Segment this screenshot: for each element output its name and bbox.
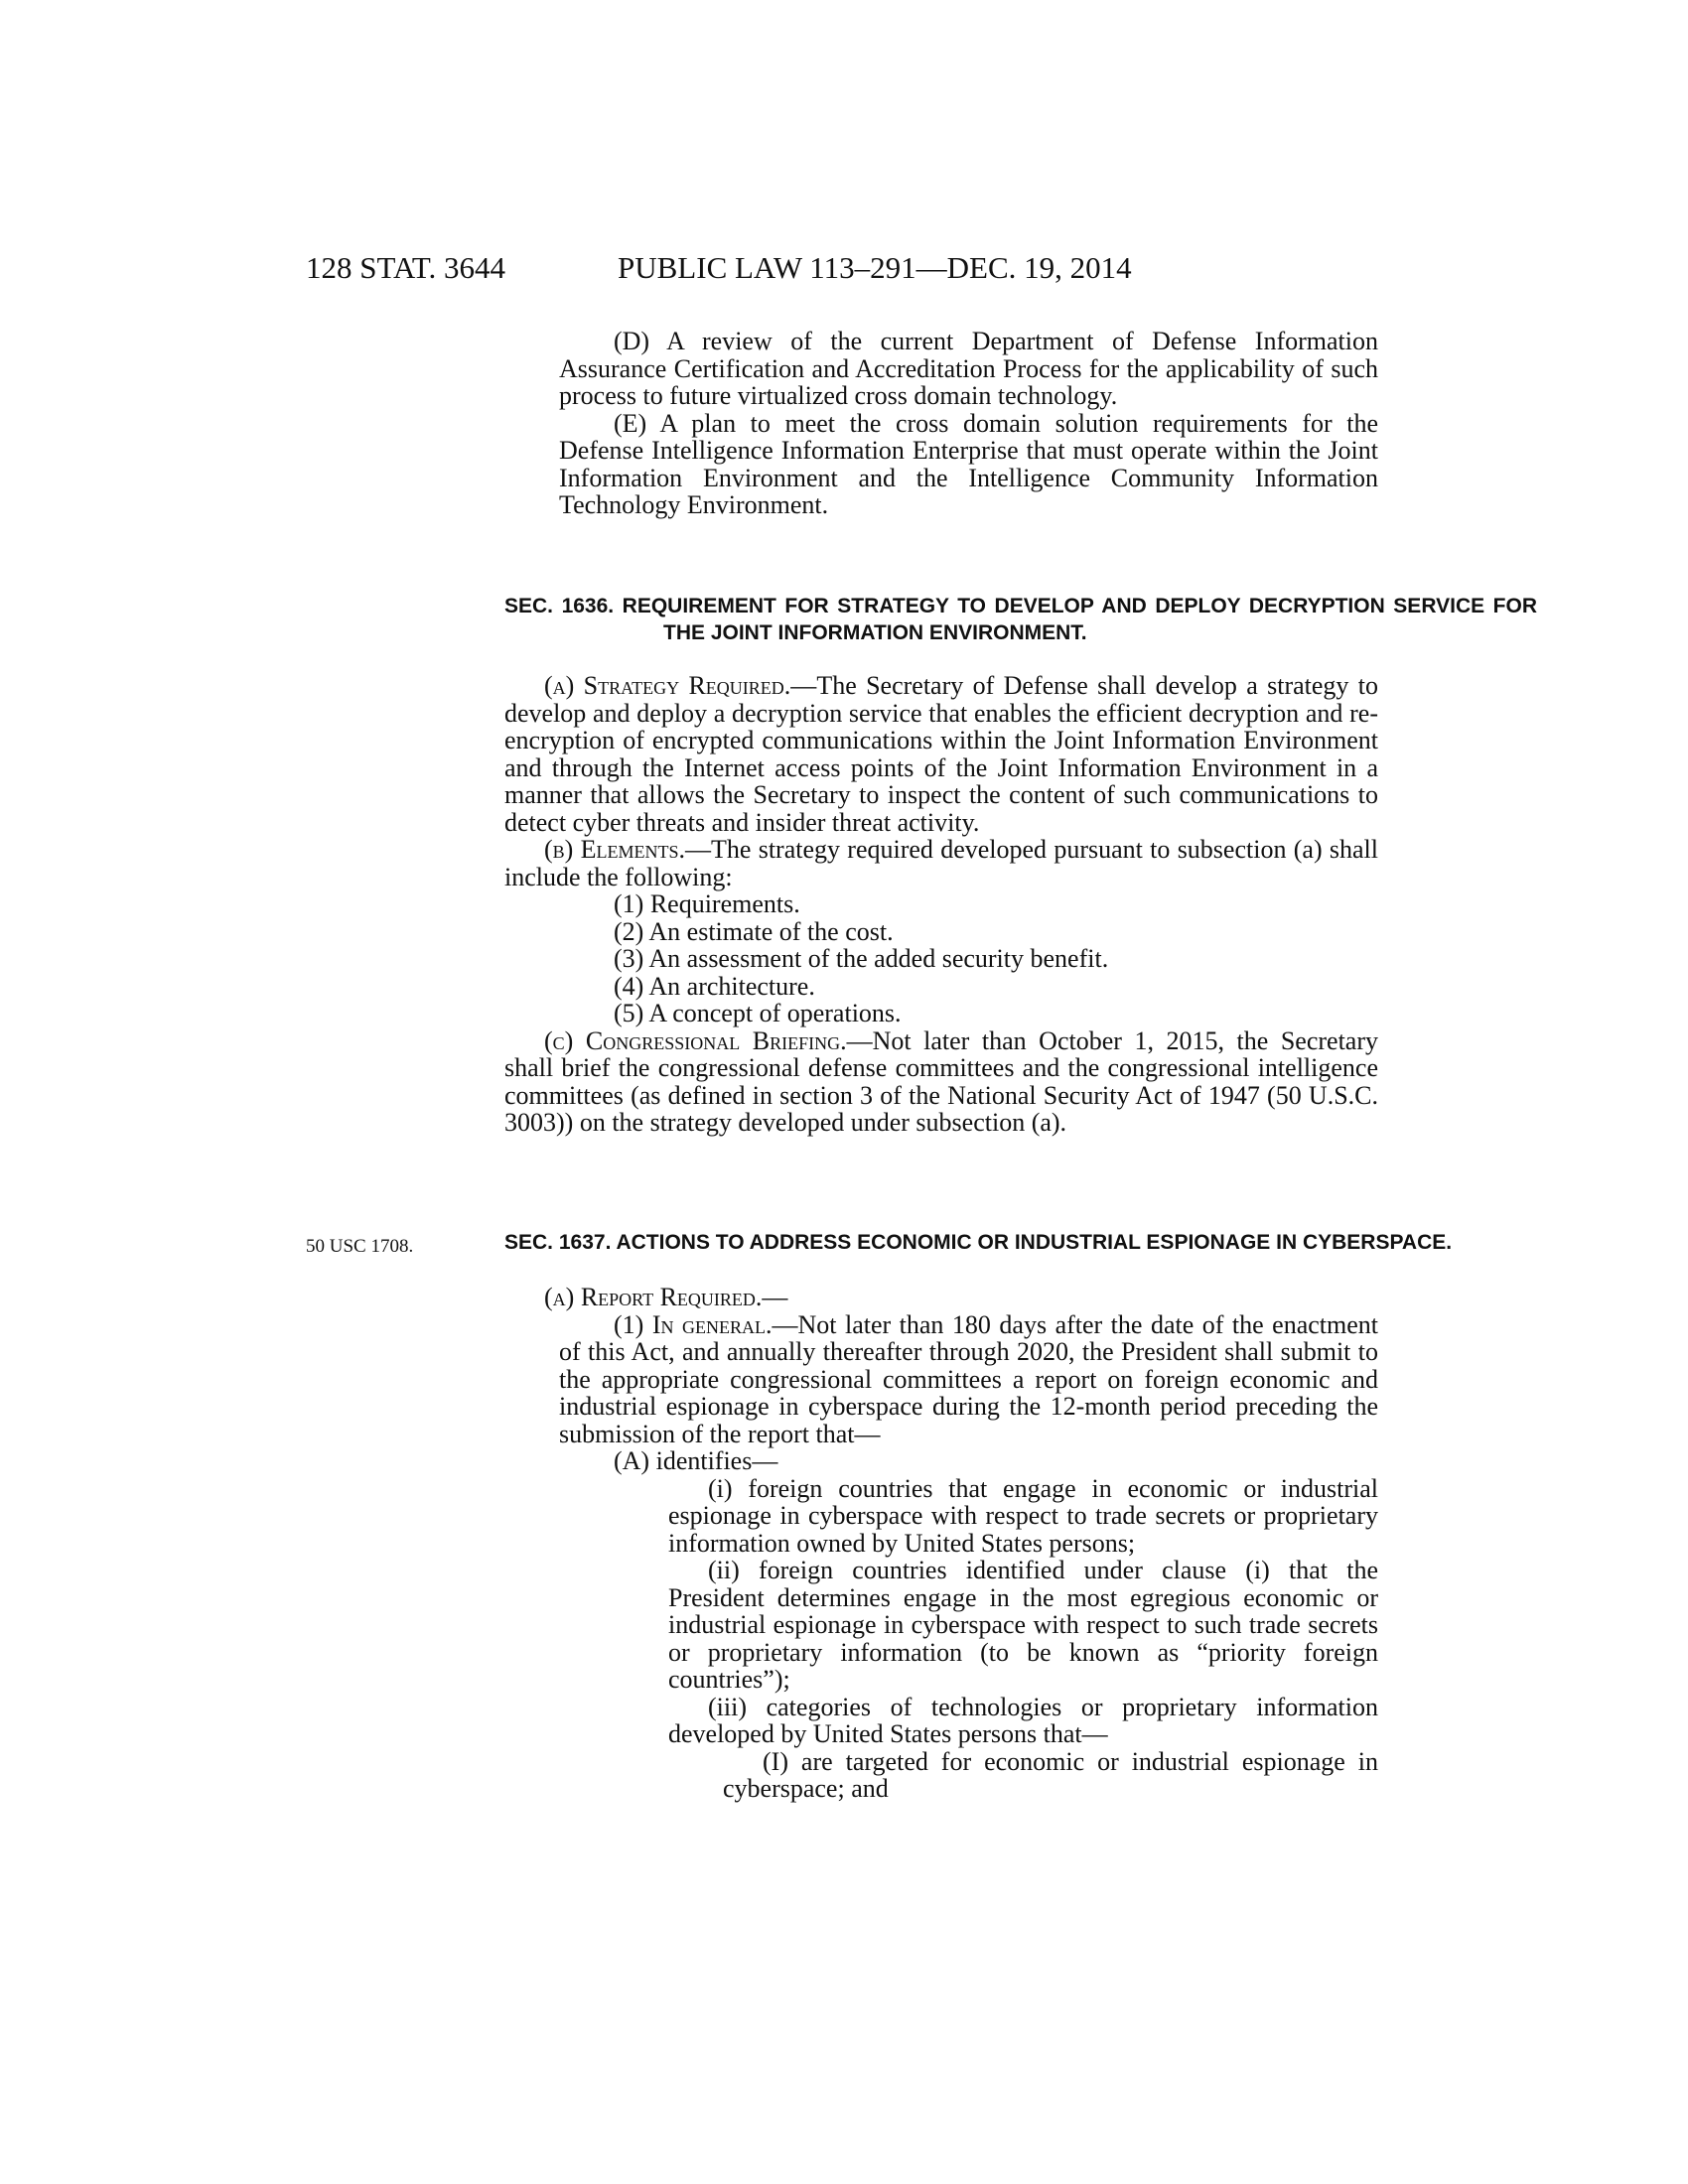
- subsection-a-label: (a) Report Required.—: [544, 1283, 788, 1311]
- list-item: (1) Requirements.: [614, 889, 800, 918]
- subsection-c-text: Not later than October 1, 2015, the Secretary shall brief the congressional defense committees and the congressional intelligence committees (as defined in section 3 of the National Security Act of 1947 (50 U.S.C. 3003)) on the strategy developed under subsection (a).: [504, 1025, 1378, 1137]
- subparagraph-d: (D) A review of the current Department of Defense Information Assurance Certification and Accreditation Process for the applicability of such process to future virtualized cross domain technology.: [559, 327, 1378, 410]
- paragraph-1-text: Not later than 180 days after the date of the enactment of this Act, and annually thereafter through 2020, the President shall submit to the appropriate congressional committees a report on foreign economic and industrial espionage in cyberspace during the 12-month period preceding the submission of the report that—: [559, 1309, 1378, 1448]
- subsection-b-label: (b) Elements.—: [544, 835, 711, 864]
- section-1637-heading: SEC. 1637. ACTIONS TO ADDRESS ECONOMIC OR INDUSTRIAL ESPIONAGE IN CYBERSPACE.: [504, 1231, 1453, 1254]
- clause-iii: (iii) categories of technologies or proprietary information developed by United States persons that—: [668, 1692, 1378, 1748]
- list-item: (3) An assessment of the added security benefit.: [614, 944, 1109, 973]
- section-1636-heading: SEC. 1636. REQUIREMENT FOR STRATEGY TO DEVELOP AND DEPLOY DECRYPTION SERVICE FOR THE JOINT INFORMATION ENVIRONMENT.: [504, 595, 1537, 644]
- subsection-a-text: The Secretary of Defense shall develop a strategy to develop and deploy a decryption service that enables the efficient decryption and re-encryption of encrypted communications within the Joint Information Environment and through the Internet access points of the Joint Information Environment in a manner that allows the Secretary to inspect the content of such communications to detect cyber threats and insider threat activity.: [504, 671, 1379, 837]
- margin-usc-citation: 50 USC 1708.: [306, 1236, 414, 1257]
- paragraph-1-label: (1) In general.—: [614, 1309, 798, 1339]
- subparagraph-e: (E) A plan to meet the cross domain solution requirements for the Defense Intelligence Information Enterprise that must operate within the Joint Information Environment and the Intelligence Community Information Technology Environment.: [559, 408, 1378, 519]
- list-item: (5) A concept of operations.: [614, 999, 902, 1027]
- list-item: (4) An architecture.: [614, 971, 815, 1001]
- subsection-c-label: (c) Congressional Briefing.—: [544, 1025, 873, 1055]
- subparagraphs-d-e: [504, 328, 1378, 519]
- page-header-title: PUBLIC LAW 113–291—DEC. 19, 2014: [618, 250, 1132, 285]
- subsection-b: [504, 836, 1378, 890]
- subsection-a: [504, 672, 1378, 836]
- subsection-c: [504, 1027, 1378, 1137]
- subsection-a-report: [504, 1284, 1378, 1311]
- subsection-a-label: (a) Strategy Required.—: [544, 671, 817, 700]
- section-1636-body: [504, 672, 1378, 1137]
- section-1637-body: [504, 1284, 1378, 1803]
- clause-i: (i) foreign countries that engage in economic or industrial espionage in cyberspace with respect to trade secrets or proprietary information owned by United States persons;: [668, 1473, 1378, 1558]
- list-item: (2) An estimate of the cost.: [614, 916, 894, 946]
- subclause-i: (I) are targeted for economic or industrial espionage in cyberspace; and: [723, 1746, 1378, 1803]
- page-stat-number: 128 STAT. 3644: [306, 250, 506, 285]
- subparagraph-a: (A) identifies—: [614, 1446, 778, 1475]
- subsection-b-text: The strategy required developed pursuant to subsection (a) shall include the following:: [504, 835, 1378, 891]
- paragraph-1: [504, 1311, 1378, 1448]
- clause-ii: (ii) foreign countries identified under clause (i) that the President determines engage in the most egregious economic or industrial espionage in cyberspace with respect to such trade secrets or proprietary information (to be known as “priority foreign countries”);: [668, 1556, 1378, 1694]
